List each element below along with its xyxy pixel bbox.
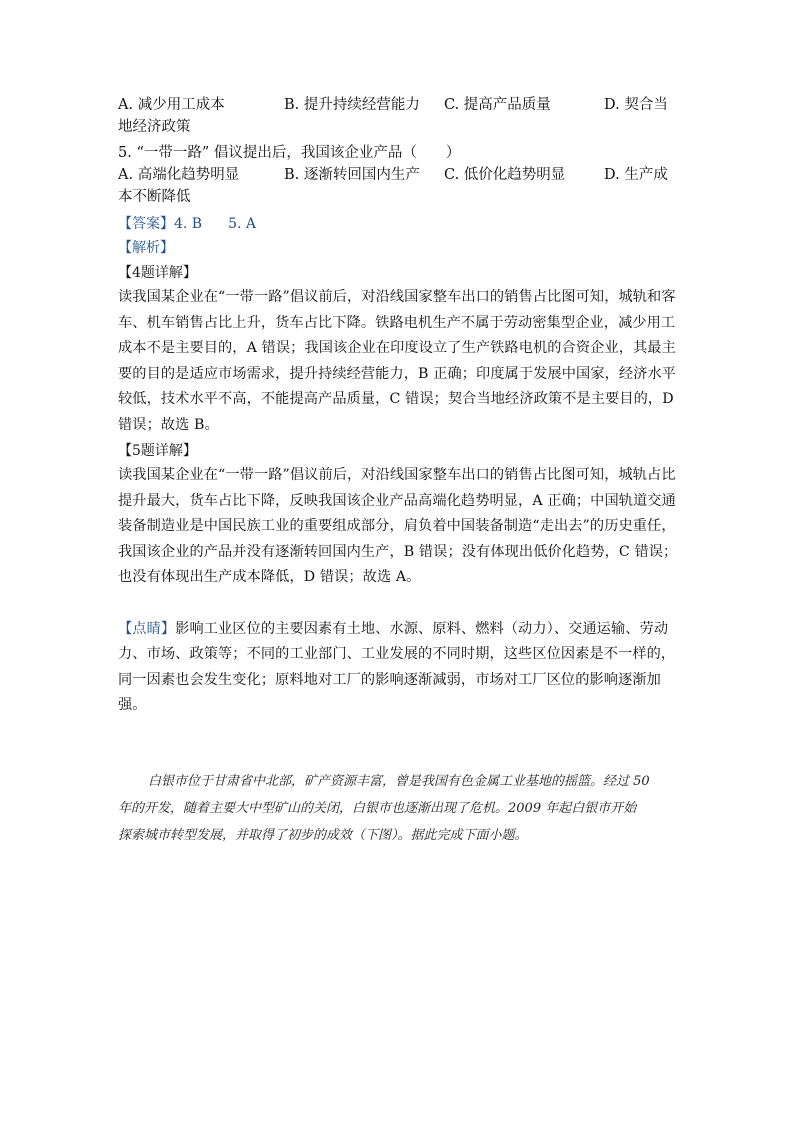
tip-line: 强。 xyxy=(118,697,147,713)
q5-option-d-continued: 本不断降低 xyxy=(118,189,191,205)
q5-stem: 5. “一带一路” 倡议提出后，我国该企业产品（ ） xyxy=(118,145,461,161)
detail4-title: 【4题详解】 xyxy=(118,265,197,281)
intro-line: 年的开发，随着主要大中型矿山的关闭，白银市也逐渐出现了危机。2009 年起白银市开始 xyxy=(118,801,637,816)
q5-options xyxy=(118,164,670,186)
tip-text xyxy=(118,617,676,719)
answer-5: 5. A xyxy=(228,216,257,232)
document-body xyxy=(118,94,678,719)
q5-option-b: B. 逐渐转回国内生产 xyxy=(284,167,420,183)
q4-option-a: A. 减少用工成本 xyxy=(118,97,225,113)
detail4-line: 错误；故选 B。 xyxy=(118,416,219,433)
detail4-text xyxy=(118,285,677,438)
q5-option-c: C. 低价化趋势明显 xyxy=(444,167,566,183)
tip-tag: 【点睛】 xyxy=(118,620,176,637)
detail5-text xyxy=(118,463,678,591)
detail5-line: 读我国某企业在“一带一路”倡议前后，对沿线国家整车出口的销售占比图可知，城轨占比 xyxy=(118,467,676,483)
detail4-line: 较低，技术水平不高，不能提高产品质量，C 错误；契合当地经济政策不是主要目的，D xyxy=(118,391,674,407)
q4-option-c: C. 提高产品质量 xyxy=(444,97,551,113)
q5-option-a: A. 高端化趋势明显 xyxy=(118,167,240,183)
answer-4: 4. B xyxy=(174,216,203,232)
q4-option-d-continued: 地经济政策 xyxy=(118,119,191,135)
detail5-title: 【5题详解】 xyxy=(118,443,197,459)
detail5-line: 提升最大，货车占比下降，反映我国该企业产品高端化趋势明显，A 正确；中国轨道交通 xyxy=(118,492,676,509)
detail4-line: 成本不是主要目的，A 错误；我国该企业在印度设立了生产铁路电机的合资企业，其最主 xyxy=(118,340,676,356)
q5-option-d: D. 生产成 xyxy=(604,167,668,183)
q4-option-d: D. 契合当 xyxy=(604,97,668,113)
q4-options xyxy=(118,94,670,116)
detail4-line: 车、机车销售占比上升，货车占比下降。铁路电机生产不属于劳动密集型企业，减少用工 xyxy=(118,314,676,331)
answer-tag: 【答案】 xyxy=(118,216,174,232)
detail4-line: 读我国某企业在“一带一路”倡议前后，对沿线国家整车出口的销售占比图可知，城轨和客 xyxy=(118,289,676,305)
detail5-line: 也没有体现出生产成本降低，D 错误；故选 A。 xyxy=(118,569,421,585)
intro-line: 探索城市转型发展，并取得了初步的成效（下图）。据此完成下面小题。 xyxy=(118,828,528,843)
tip-line: 力、市场、政策等；不同的工业部门、工业发展的不同时期，这些区位因素是不一样的， xyxy=(118,646,676,662)
detail5-line: 装备制造业是中国民族工业的重要组成部分，肩负着中国装备制造“走出去”的历史重任， xyxy=(118,518,676,534)
answer-row xyxy=(118,213,670,235)
next-question-intro xyxy=(118,768,674,849)
intro-line: 白银市位于甘肃省中北部，矿产资源丰富，曾是我国有色金属工业基地的摇篮。经过 50 xyxy=(148,774,650,789)
tip-line: 同一因素也会发生变化；原料地对工厂的影响逐渐减弱，市场对工厂区位的影响逐渐加 xyxy=(118,671,661,688)
tip-first-line: 影响工业区位的主要因素有土地、水源、原料、燃料（动力）、交通运输、劳动 xyxy=(175,620,669,637)
detail5-line: 我国该企业的产品并没有逐渐转回国内生产，B 错误；没有体现出低价化趋势，C 错误； xyxy=(118,543,678,560)
q4-option-b: B. 提升持续经营能力 xyxy=(284,97,420,113)
detail4-line: 要的目的是适应市场需求，提升持续经营能力，B 正确；印度属于发展中国家，经济水平 xyxy=(118,365,677,382)
analysis-tag: 【解析】 xyxy=(118,240,174,256)
